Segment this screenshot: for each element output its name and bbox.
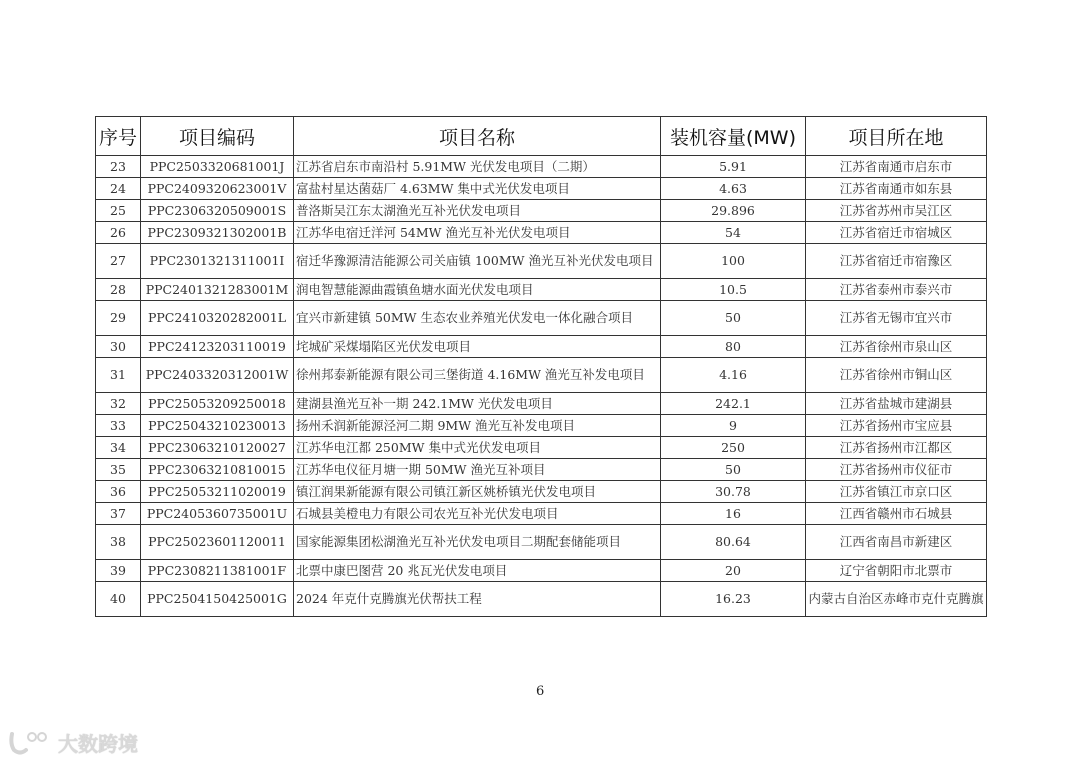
- row-index: 32: [96, 393, 141, 415]
- row-index: 34: [96, 437, 141, 459]
- row-index: 37: [96, 503, 141, 525]
- row-capacity: 242.1: [661, 393, 806, 415]
- row-capacity: 16.23: [661, 582, 806, 617]
- row-location: 江苏省盐城市建湖县: [806, 393, 987, 415]
- row-capacity: 54: [661, 222, 806, 244]
- row-index: 38: [96, 525, 141, 560]
- row-capacity: 29.896: [661, 200, 806, 222]
- table-header-row: [96, 117, 987, 156]
- header-index: 序号: [96, 117, 141, 156]
- watermark-text: 大数跨境: [58, 732, 138, 756]
- row-project-code: PPC2405360735001U: [141, 503, 294, 525]
- row-location: 江苏省无锡市宜兴市: [806, 301, 987, 336]
- row-index: 35: [96, 459, 141, 481]
- row-index: 23: [96, 156, 141, 178]
- row-project-code: PPC25043210230013: [141, 415, 294, 437]
- table-row: [96, 336, 987, 358]
- row-project-code: PPC2401321283001M: [141, 279, 294, 301]
- table-row: [96, 437, 987, 459]
- row-project-code: PPC2301321311001I: [141, 244, 294, 279]
- row-capacity: 100: [661, 244, 806, 279]
- row-location: 辽宁省朝阳市北票市: [806, 560, 987, 582]
- row-project-name: 江苏华电江都 250MW 集中式光伏发电项目: [294, 437, 661, 459]
- table-row: [96, 301, 987, 336]
- watermark: [8, 728, 138, 757]
- row-location: 江苏省苏州市吴江区: [806, 200, 987, 222]
- table-row: [96, 178, 987, 200]
- row-project-code: PPC25053209250018: [141, 393, 294, 415]
- table-row: [96, 503, 987, 525]
- table-row: [96, 279, 987, 301]
- table-row: [96, 459, 987, 481]
- row-index: 33: [96, 415, 141, 437]
- row-location: 江苏省宿迁市宿豫区: [806, 244, 987, 279]
- table-row: [96, 200, 987, 222]
- row-project-code: PPC2504150425001G: [141, 582, 294, 617]
- row-index: 39: [96, 560, 141, 582]
- row-location: 江苏省扬州市宝应县: [806, 415, 987, 437]
- table-row: [96, 156, 987, 178]
- row-location: 江苏省南通市如东县: [806, 178, 987, 200]
- row-project-name: 江苏华电仪征月塘一期 50MW 渔光互补项目: [294, 459, 661, 481]
- row-project-name: 润电智慧能源曲霞镇鱼塘水面光伏发电项目: [294, 279, 661, 301]
- page-number: 6: [536, 684, 545, 699]
- row-project-code: PPC25023601120011: [141, 525, 294, 560]
- row-location: 江西省南昌市新建区: [806, 525, 987, 560]
- row-project-code: PPC2308211381001F: [141, 560, 294, 582]
- row-capacity: 16: [661, 503, 806, 525]
- row-capacity: 30.78: [661, 481, 806, 503]
- row-index: 30: [96, 336, 141, 358]
- row-location: 内蒙古自治区赤峰市克什克腾旗: [806, 582, 987, 617]
- row-project-name: 徐州邦泰新能源有限公司三堡街道 4.16MW 渔光互补发电项目: [294, 358, 661, 393]
- row-project-name: 江苏省启东市南沿村 5.91MW 光伏发电项目（二期）: [294, 156, 661, 178]
- table-row: [96, 244, 987, 279]
- row-capacity: 250: [661, 437, 806, 459]
- row-project-code: PPC24123203110019: [141, 336, 294, 358]
- row-project-code: PPC25053211020019: [141, 481, 294, 503]
- header-name: 项目名称: [294, 117, 661, 156]
- table-row: [96, 582, 987, 617]
- row-project-name: 宜兴市新建镇 50MW 生态农业养殖光伏发电一体化融合项目: [294, 301, 661, 336]
- row-project-name: 石城县美橙电力有限公司农光互补光伏发电项目: [294, 503, 661, 525]
- row-project-name: 普洛斯吴江东太湖渔光互补光伏发电项目: [294, 200, 661, 222]
- row-index: 24: [96, 178, 141, 200]
- row-capacity: 50: [661, 301, 806, 336]
- table-row: [96, 481, 987, 503]
- row-capacity: 80.64: [661, 525, 806, 560]
- table-row: [96, 222, 987, 244]
- table-row: [96, 415, 987, 437]
- project-table: [95, 116, 987, 617]
- row-capacity: 10.5: [661, 279, 806, 301]
- row-project-name: 宿迁华豫源清洁能源公司关庙镇 100MW 渔光互补光伏发电项目: [294, 244, 661, 279]
- row-location: 江苏省镇江市京口区: [806, 481, 987, 503]
- row-project-code: PPC2309321302001B: [141, 222, 294, 244]
- row-capacity: 20: [661, 560, 806, 582]
- row-project-name: 建湖县渔光互补一期 242.1MW 光伏发电项目: [294, 393, 661, 415]
- row-index: 29: [96, 301, 141, 336]
- table-row: [96, 560, 987, 582]
- row-index: 27: [96, 244, 141, 279]
- row-capacity: 4.16: [661, 358, 806, 393]
- row-project-name: 镇江润果新能源有限公司镇江新区姚桥镇光伏发电项目: [294, 481, 661, 503]
- row-project-code: PPC2306320509001S: [141, 200, 294, 222]
- table-row: [96, 358, 987, 393]
- row-index: 25: [96, 200, 141, 222]
- row-location: 江苏省宿迁市宿城区: [806, 222, 987, 244]
- row-project-code: PPC23063210810015: [141, 459, 294, 481]
- row-project-name: 垞城矿采煤塌陷区光伏发电项目: [294, 336, 661, 358]
- row-project-name: 北票中康巴图营 20 兆瓦光伏发电项目: [294, 560, 661, 582]
- watermark-logo-icon: [8, 730, 52, 756]
- row-location: 江苏省泰州市泰兴市: [806, 279, 987, 301]
- row-project-name: 富盐村星达菌菇厂 4.63MW 集中式光伏发电项目: [294, 178, 661, 200]
- row-project-code: PPC23063210120027: [141, 437, 294, 459]
- row-index: 28: [96, 279, 141, 301]
- header-code: 项目编码: [141, 117, 294, 156]
- row-capacity: 5.91: [661, 156, 806, 178]
- row-location: 江苏省南通市启东市: [806, 156, 987, 178]
- row-project-code: PPC2403320312001W: [141, 358, 294, 393]
- row-project-name: 江苏华电宿迁洋河 54MW 渔光互补光伏发电项目: [294, 222, 661, 244]
- row-location: 江苏省徐州市泉山区: [806, 336, 987, 358]
- row-project-code: PPC2409320623001V: [141, 178, 294, 200]
- row-project-name: 国家能源集团松湖渔光互补光伏发电项目二期配套储能项目: [294, 525, 661, 560]
- row-project-code: PPC2410320282001L: [141, 301, 294, 336]
- table-body: [96, 156, 987, 617]
- row-index: 31: [96, 358, 141, 393]
- row-capacity: 4.63: [661, 178, 806, 200]
- table-row: [96, 525, 987, 560]
- row-location: 江西省赣州市石城县: [806, 503, 987, 525]
- row-location: 江苏省扬州市仪征市: [806, 459, 987, 481]
- row-project-name: 扬州禾润新能源泾河二期 9MW 渔光互补发电项目: [294, 415, 661, 437]
- row-index: 40: [96, 582, 141, 617]
- row-capacity: 80: [661, 336, 806, 358]
- row-project-code: PPC2503320681001J: [141, 156, 294, 178]
- row-location: 江苏省扬州市江都区: [806, 437, 987, 459]
- header-location: 项目所在地: [806, 117, 987, 156]
- row-capacity: 9: [661, 415, 806, 437]
- row-index: 36: [96, 481, 141, 503]
- table-row: [96, 393, 987, 415]
- row-index: 26: [96, 222, 141, 244]
- row-location: 江苏省徐州市铜山区: [806, 358, 987, 393]
- row-project-name: 2024 年克什克腾旗光伏帮扶工程: [294, 582, 661, 617]
- header-capacity: 装机容量(MW): [661, 117, 806, 156]
- row-capacity: 50: [661, 459, 806, 481]
